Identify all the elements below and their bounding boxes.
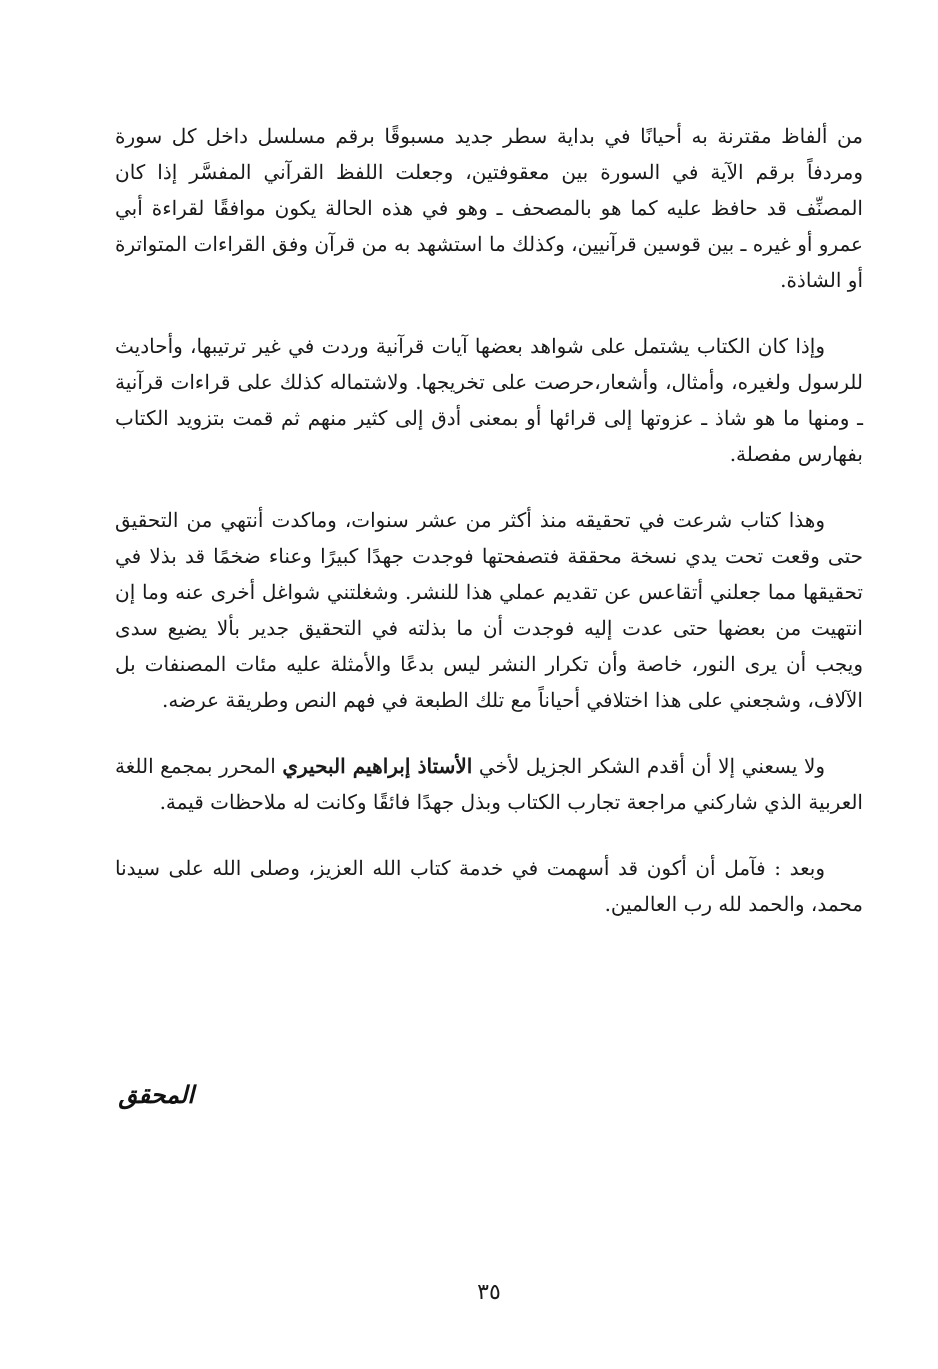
paragraph-acknowledgment (115, 748, 863, 820)
page-number: ٣٥ (477, 1280, 501, 1305)
body-text (115, 118, 863, 952)
acknowledgment-text-end: المحرر بمجمع اللغة العربية الذي شاركني مراجعة تجارب الكتاب وبذل جهدًا فائقًا وكانت له ملاحظات قيمة. (115, 754, 863, 814)
paragraph-citations: وإذا كان الكتاب يشتمل على شواهد بعضها آيات قرآنية وردت في غير ترتيبها، وأحاديث للرسول ولغيره، وأمثال، وأشعار،حرصت على تخريجها. ولاشتماله كذلك على قراءات قرآنية ـ ومنها ما هو شاذ ـ عزوتها إلى قرائها أو بمعنى أدق إلى كثير منهم ثم قمت بتزويد الكتاب بفهارس مفصلة. (115, 334, 863, 466)
acknowledgment-text-start: ولا يسعني إلا أن أقدم الشكر الجزيل لأخي (472, 754, 826, 778)
paragraph-methodology: من ألفاظ مقترنة به أحيانًا في بداية سطر جديد مسبوقًا برقم مسلسل داخل كل سورة ومردفاً برقم الآية في السورة بين معقوفتين، وجعلت اللفظ القرآني المفسَّر إذا كان المصنِّف قد حافظ عليه كما هو بالمصحف ـ وهو في هذه الحالة يكون موافقًا لقراءة أبي عمرو أو غيره ـ بين قوسين قرآنيين، وكذلك ما استشهد به من قرآن وفق القراءات المتواترة أو الشاذة. (115, 124, 863, 292)
paragraph-history: وهذا كتاب شرعت في تحقيقه منذ أكثر من عشر سنوات، وماكدت أنتهي من التحقيق حتى وقعت تحت يدي نسخة محققة فتصفحتها فوجدت جهدًا كبيرًا وعناء ضخمًا قد بذلا في تحقيقها مما جعلني أتقاعس عن تقديم عملي هذا للنشر. وشغلتني شواغل أخرى عنه وما إن انتهيت من بعضها حتى عدت إليه فوجدت أن ما بذلته في التحقيق جدير بألا يضيع سدى ويجب أن يرى النور، خاصة وأن تكرار النشر ليس بدعًا والأمثلة عليه مئات المصنفات بل الآلاف، وشجعني على هذا اختلافي أحياناً مع تلك الطبعة في فهم النص وطريقة عرضه. (115, 508, 864, 712)
signature: المحقق (118, 1080, 194, 1109)
acknowledged-person-name: الأستاذ إبراهيم البحيري (282, 754, 473, 778)
paragraph-closing: وبعد : فآمل أن أكون قد أسهمت في خدمة كتاب الله العزيز، وصلى الله على سيدنا محمد، والحمد لله رب العالمين. (115, 856, 863, 916)
